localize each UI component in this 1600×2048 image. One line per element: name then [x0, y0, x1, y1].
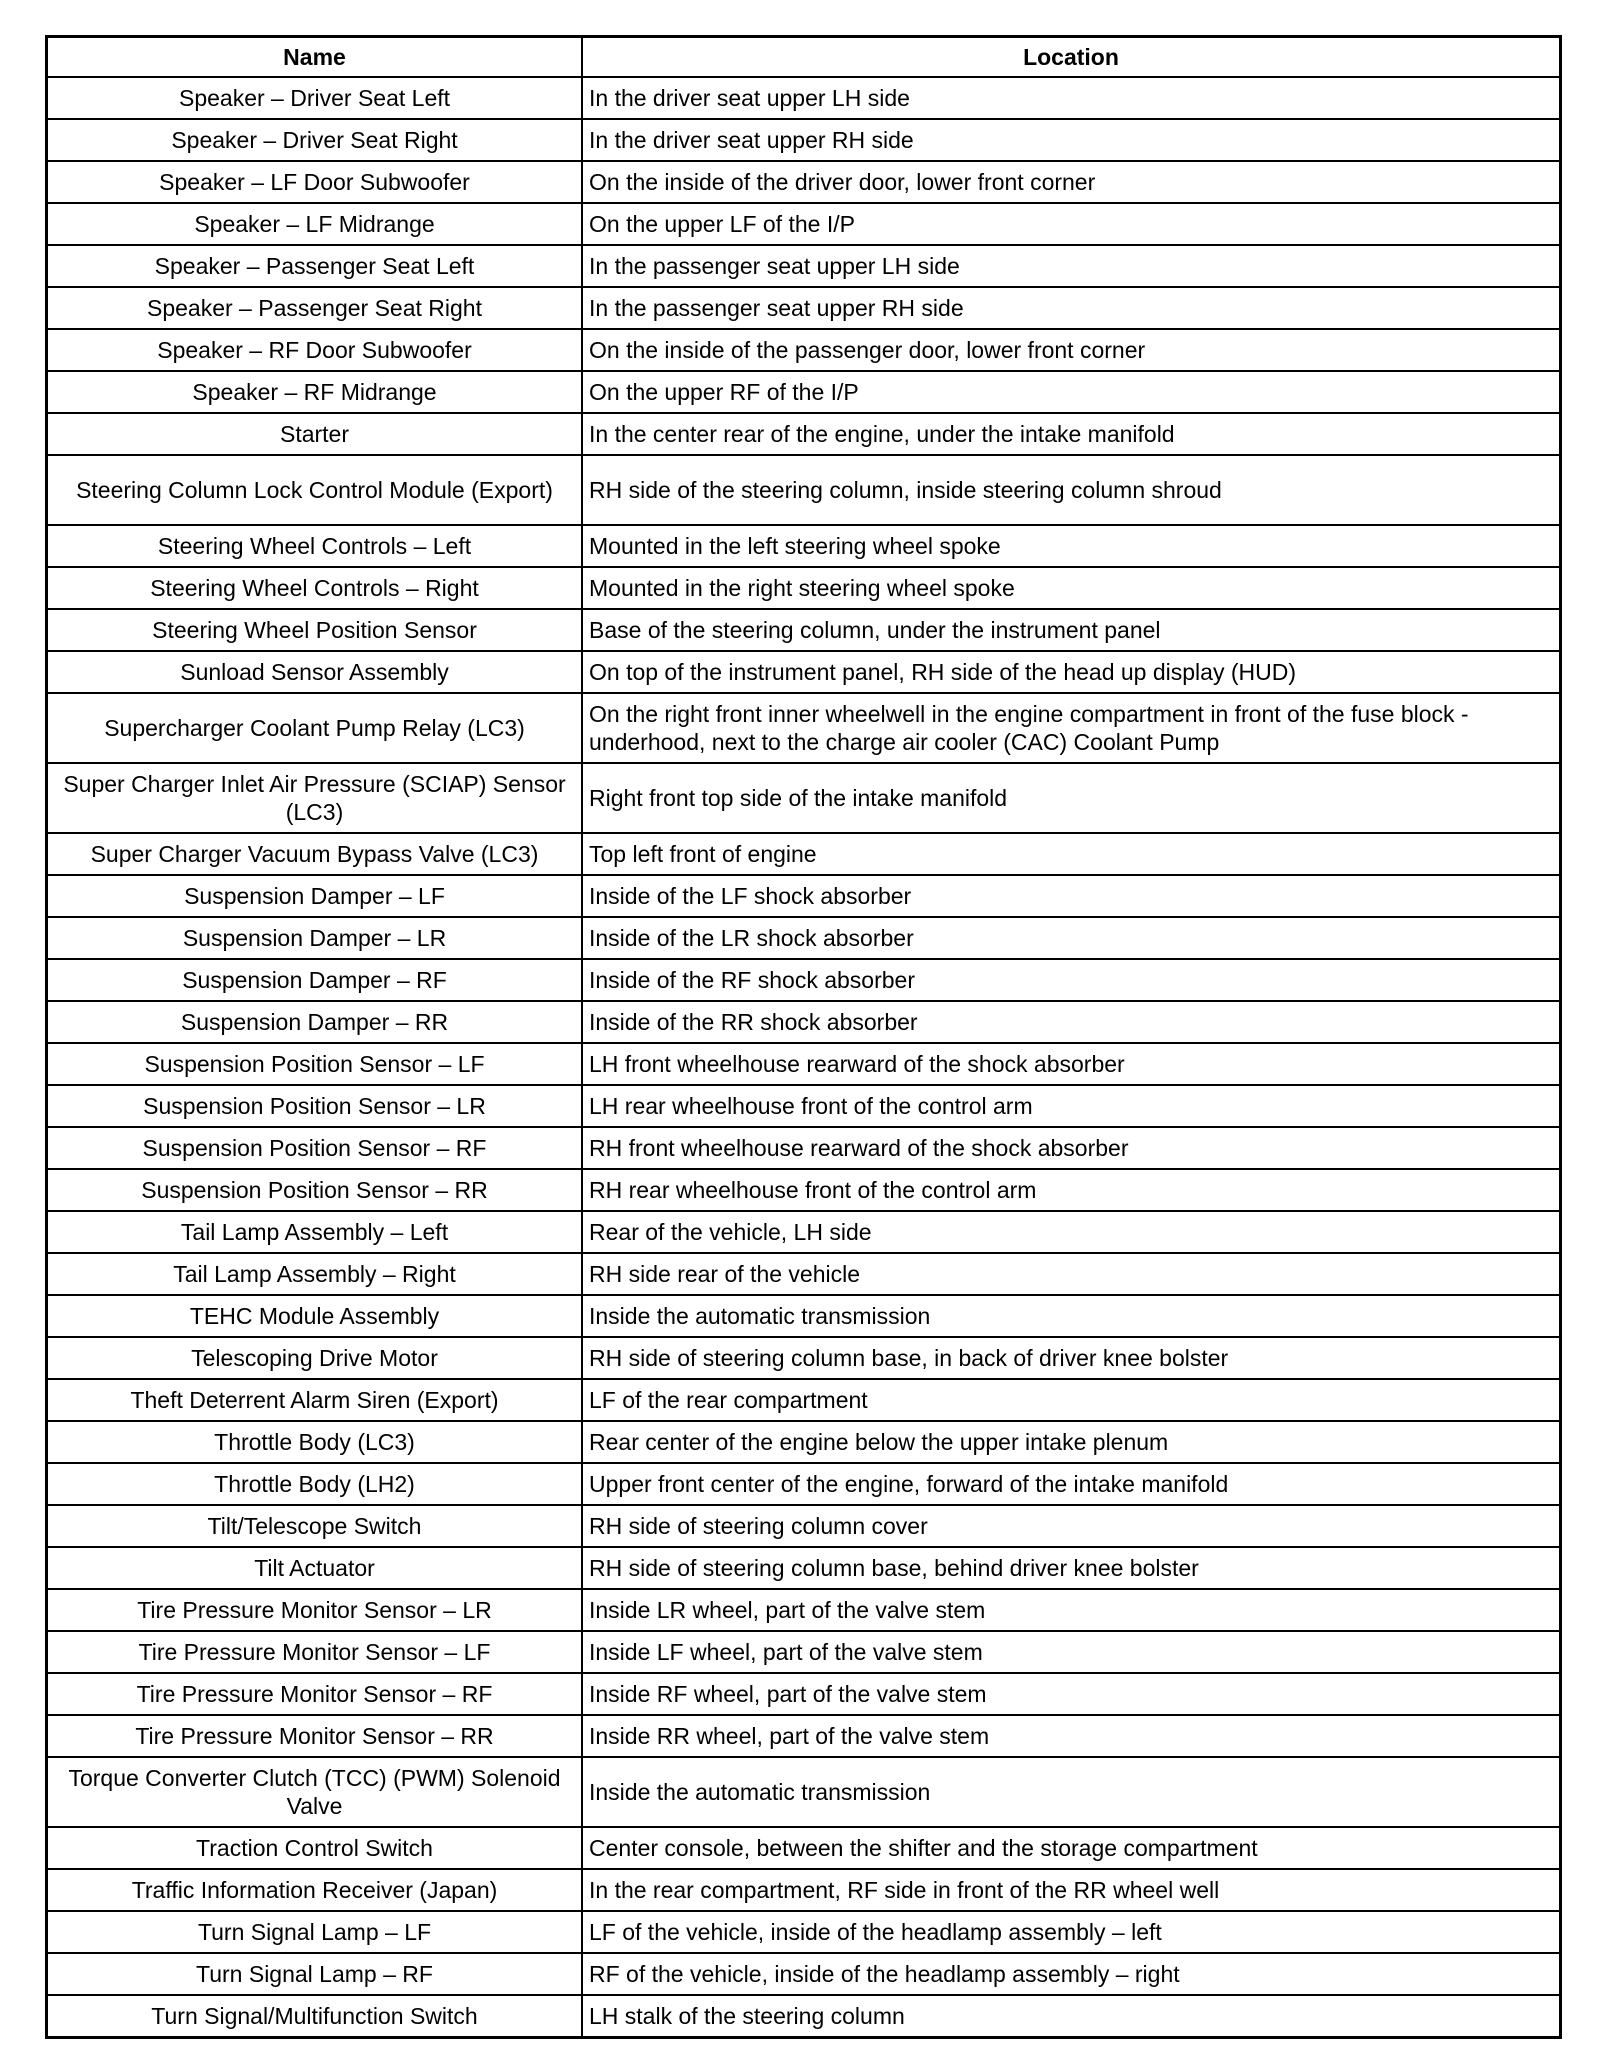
component-location-table: [45, 35, 1562, 2039]
component-location-cell: Right front top side of the intake manifold: [582, 763, 1561, 833]
table-row: [47, 1337, 1561, 1379]
table-row: [47, 1995, 1561, 2038]
component-name-cell: Suspension Damper – LR: [47, 917, 583, 959]
component-name-cell: Speaker – Passenger Seat Right: [47, 287, 583, 329]
component-name-cell: Theft Deterrent Alarm Siren (Export): [47, 1379, 583, 1421]
component-location-cell: In the driver seat upper RH side: [582, 119, 1561, 161]
table-row: [47, 1953, 1561, 1995]
component-name-cell: Tire Pressure Monitor Sensor – RR: [47, 1715, 583, 1757]
table-row: [47, 455, 1561, 525]
table-row: [47, 245, 1561, 287]
component-location-cell: Rear of the vehicle, LH side: [582, 1211, 1561, 1253]
component-location-cell: On the upper RF of the I/P: [582, 371, 1561, 413]
table-row: [47, 329, 1561, 371]
component-name-cell: Traction Control Switch: [47, 1827, 583, 1869]
component-location-cell: LH front wheelhouse rearward of the shock absorber: [582, 1043, 1561, 1085]
component-name-cell: Suspension Position Sensor – LF: [47, 1043, 583, 1085]
component-location-cell: RH side rear of the vehicle: [582, 1253, 1561, 1295]
component-name-cell: Suspension Damper – LF: [47, 875, 583, 917]
component-name-cell: Speaker – LF Midrange: [47, 203, 583, 245]
component-name-cell: Super Charger Vacuum Bypass Valve (LC3): [47, 833, 583, 875]
component-location-cell: Inside RR wheel, part of the valve stem: [582, 1715, 1561, 1757]
table-row: [47, 1673, 1561, 1715]
component-location-cell: In the center rear of the engine, under the intake manifold: [582, 413, 1561, 455]
component-location-cell: On the upper LF of the I/P: [582, 203, 1561, 245]
component-location-cell: Mounted in the left steering wheel spoke: [582, 525, 1561, 567]
component-name-cell: Suspension Position Sensor – LR: [47, 1085, 583, 1127]
component-name-cell: Steering Wheel Position Sensor: [47, 609, 583, 651]
component-location-cell: Top left front of engine: [582, 833, 1561, 875]
table-row: [47, 1001, 1561, 1043]
component-name-cell: Suspension Position Sensor – RF: [47, 1127, 583, 1169]
component-location-cell: In the passenger seat upper LH side: [582, 245, 1561, 287]
table-row: [47, 1295, 1561, 1337]
component-location-cell: On the inside of the passenger door, lower front corner: [582, 329, 1561, 371]
component-name-cell: Steering Wheel Controls – Left: [47, 525, 583, 567]
component-location-cell: Inside LF wheel, part of the valve stem: [582, 1631, 1561, 1673]
component-name-cell: Speaker – Passenger Seat Left: [47, 245, 583, 287]
component-name-cell: Tire Pressure Monitor Sensor – LF: [47, 1631, 583, 1673]
component-location-cell: In the rear compartment, RF side in front of the RR wheel well: [582, 1869, 1561, 1911]
component-name-cell: Super Charger Inlet Air Pressure (SCIAP) Sensor (LC3): [47, 763, 583, 833]
table-row: [47, 1043, 1561, 1085]
component-location-cell: On the inside of the driver door, lower front corner: [582, 161, 1561, 203]
component-location-cell: RH side of steering column base, in back of driver knee bolster: [582, 1337, 1561, 1379]
component-name-cell: Sunload Sensor Assembly: [47, 651, 583, 693]
component-location-cell: RH front wheelhouse rearward of the shock absorber: [582, 1127, 1561, 1169]
component-name-cell: Throttle Body (LH2): [47, 1463, 583, 1505]
table-row: [47, 77, 1561, 119]
component-location-cell: On top of the instrument panel, RH side of the head up display (HUD): [582, 651, 1561, 693]
component-location-cell: Inside of the RF shock absorber: [582, 959, 1561, 1001]
table-row: [47, 1379, 1561, 1421]
component-name-cell: Tail Lamp Assembly – Right: [47, 1253, 583, 1295]
component-location-cell: Inside RF wheel, part of the valve stem: [582, 1673, 1561, 1715]
table-row: [47, 1463, 1561, 1505]
component-name-cell: Torque Converter Clutch (TCC) (PWM) Solenoid Valve: [47, 1757, 583, 1827]
header-row: [47, 37, 1561, 78]
component-location-cell: In the passenger seat upper RH side: [582, 287, 1561, 329]
table-row: [47, 525, 1561, 567]
component-location-cell: Inside the automatic transmission: [582, 1295, 1561, 1337]
location-column-header: Location: [582, 37, 1561, 78]
component-name-cell: Tail Lamp Assembly – Left: [47, 1211, 583, 1253]
component-name-cell: Traffic Information Receiver (Japan): [47, 1869, 583, 1911]
table-row: [47, 917, 1561, 959]
component-location-cell: Rear center of the engine below the upper intake plenum: [582, 1421, 1561, 1463]
component-location-cell: RH side of the steering column, inside steering column shroud: [582, 455, 1561, 525]
component-location-cell: Inside of the LR shock absorber: [582, 917, 1561, 959]
table-row: [47, 1421, 1561, 1463]
component-name-cell: Throttle Body (LC3): [47, 1421, 583, 1463]
component-location-cell: Upper front center of the engine, forward of the intake manifold: [582, 1463, 1561, 1505]
table-row: [47, 161, 1561, 203]
table-row: [47, 1631, 1561, 1673]
component-name-cell: Turn Signal/Multifunction Switch: [47, 1995, 583, 2038]
table-row: [47, 1589, 1561, 1631]
component-location-cell: RH side of steering column base, behind driver knee bolster: [582, 1547, 1561, 1589]
component-name-cell: Supercharger Coolant Pump Relay (LC3): [47, 693, 583, 763]
table-row: [47, 1547, 1561, 1589]
component-location-cell: LH rear wheelhouse front of the control arm: [582, 1085, 1561, 1127]
table-row: [47, 959, 1561, 1001]
component-name-cell: Steering Wheel Controls – Right: [47, 567, 583, 609]
component-name-cell: Tire Pressure Monitor Sensor – LR: [47, 1589, 583, 1631]
component-name-cell: Speaker – Driver Seat Left: [47, 77, 583, 119]
component-name-cell: TEHC Module Assembly: [47, 1295, 583, 1337]
table-row: [47, 1869, 1561, 1911]
table-row: [47, 609, 1561, 651]
component-name-cell: Starter: [47, 413, 583, 455]
component-name-cell: Speaker – LF Door Subwoofer: [47, 161, 583, 203]
component-location-cell: LF of the vehicle, inside of the headlamp assembly – left: [582, 1911, 1561, 1953]
table-row: [47, 1085, 1561, 1127]
component-name-cell: Speaker – Driver Seat Right: [47, 119, 583, 161]
table-row: [47, 1211, 1561, 1253]
component-location-cell: In the driver seat upper LH side: [582, 77, 1561, 119]
table-row: [47, 1911, 1561, 1953]
component-name-cell: Suspension Damper – RF: [47, 959, 583, 1001]
component-location-cell: On the right front inner wheelwell in the engine compartment in front of the fuse block - underhood, next to the charge air cooler (CAC) Coolant Pump: [582, 693, 1561, 763]
component-location-cell: Inside of the LF shock absorber: [582, 875, 1561, 917]
component-location-cell: Inside the automatic transmission: [582, 1757, 1561, 1827]
table-row: [47, 287, 1561, 329]
component-name-cell: Speaker – RF Door Subwoofer: [47, 329, 583, 371]
component-name-cell: Telescoping Drive Motor: [47, 1337, 583, 1379]
table-row: [47, 833, 1561, 875]
table-row: [47, 1827, 1561, 1869]
component-name-cell: Tilt Actuator: [47, 1547, 583, 1589]
component-name-cell: Speaker – RF Midrange: [47, 371, 583, 413]
table-row: [47, 1505, 1561, 1547]
component-location-cell: Center console, between the shifter and the storage compartment: [582, 1827, 1561, 1869]
name-column-header: Name: [47, 37, 583, 78]
component-location-cell: LH stalk of the steering column: [582, 1995, 1561, 2038]
component-location-cell: RF of the vehicle, inside of the headlamp assembly – right: [582, 1953, 1561, 1995]
component-name-cell: Suspension Position Sensor – RR: [47, 1169, 583, 1211]
table-row: [47, 1757, 1561, 1827]
component-name-cell: Tire Pressure Monitor Sensor – RF: [47, 1673, 583, 1715]
table-row: [47, 203, 1561, 245]
table-row: [47, 1715, 1561, 1757]
component-name-cell: Suspension Damper – RR: [47, 1001, 583, 1043]
table-row: [47, 763, 1561, 833]
table-row: [47, 119, 1561, 161]
table-row: [47, 371, 1561, 413]
table-row: [47, 651, 1561, 693]
table-row: [47, 1253, 1561, 1295]
component-location-cell: Base of the steering column, under the instrument panel: [582, 609, 1561, 651]
table-row: [47, 567, 1561, 609]
component-location-cell: Mounted in the right steering wheel spoke: [582, 567, 1561, 609]
table-row: [47, 875, 1561, 917]
component-name-cell: Steering Column Lock Control Module (Export): [47, 455, 583, 525]
component-name-cell: Turn Signal Lamp – LF: [47, 1911, 583, 1953]
table-row: [47, 693, 1561, 763]
component-name-cell: Tilt/Telescope Switch: [47, 1505, 583, 1547]
component-location-cell: LF of the rear compartment: [582, 1379, 1561, 1421]
table-row: [47, 413, 1561, 455]
component-name-cell: Turn Signal Lamp – RF: [47, 1953, 583, 1995]
table-row: [47, 1169, 1561, 1211]
table-row: [47, 1127, 1561, 1169]
component-location-cell: RH rear wheelhouse front of the control arm: [582, 1169, 1561, 1211]
component-location-cell: Inside of the RR shock absorber: [582, 1001, 1561, 1043]
component-location-cell: RH side of steering column cover: [582, 1505, 1561, 1547]
component-location-cell: Inside LR wheel, part of the valve stem: [582, 1589, 1561, 1631]
